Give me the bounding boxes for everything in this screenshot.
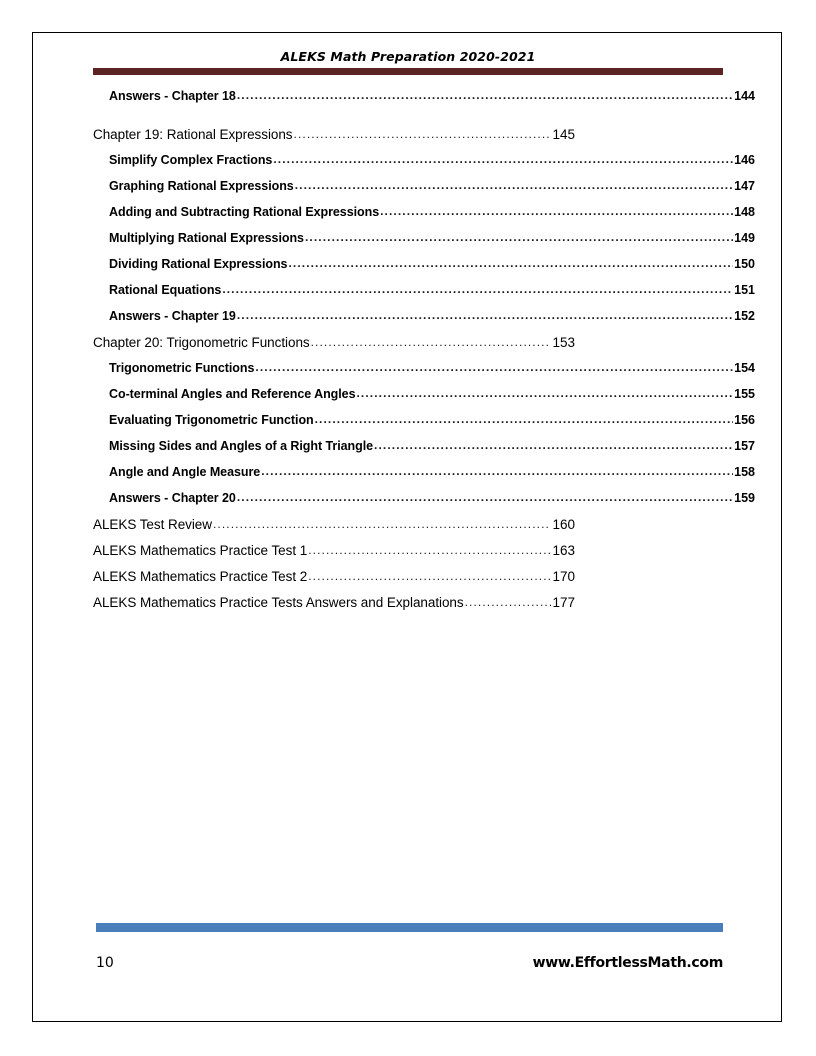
toc-dot-leader xyxy=(255,361,733,374)
toc-entry-page-number: 160 xyxy=(552,517,575,532)
toc-entry-title: Answers - Chapter 18 xyxy=(109,89,236,103)
toc-dot-leader xyxy=(294,127,552,141)
toc-entry-title: ALEKS Mathematics Practice Test 2 xyxy=(93,569,308,584)
toc-entry[interactable] xyxy=(33,309,781,335)
toc-dot-leader xyxy=(311,335,552,349)
toc-entry-title: Missing Sides and Angles of a Right Triangle xyxy=(109,439,374,453)
toc-entry[interactable] xyxy=(33,569,781,595)
toc-entry[interactable] xyxy=(33,89,781,115)
running-header xyxy=(93,49,723,64)
toc-dot-leader xyxy=(261,465,733,478)
toc-dot-leader xyxy=(308,569,551,583)
toc-entry-title: Chapter 19: Rational Expressions xyxy=(93,127,293,142)
toc-entry-title: Multiplying Rational Expressions xyxy=(109,231,304,245)
toc-entry-title: Angle and Angle Measure xyxy=(109,465,261,479)
toc-entry[interactable] xyxy=(33,517,781,543)
toc-entry-title: Simplify Complex Fractions xyxy=(109,153,273,167)
toc-entry-title: Chapter 20: Trigonometric Functions xyxy=(93,335,310,350)
toc-dot-leader xyxy=(213,517,552,531)
toc-entry[interactable] xyxy=(33,439,781,465)
toc-entry-title: Rational Equations xyxy=(109,283,222,297)
toc-entry-page-number: 149 xyxy=(734,231,755,245)
toc-entry-title: Trigonometric Functions xyxy=(109,361,255,375)
toc-entry-page-number: 145 xyxy=(552,127,575,142)
toc-dot-leader xyxy=(237,89,733,102)
toc-entry-page-number: 154 xyxy=(734,361,755,375)
toc-entry-page-number: 152 xyxy=(734,309,755,323)
page-sheet xyxy=(32,32,782,1022)
toc-group-spacer xyxy=(33,115,781,127)
toc-dot-leader xyxy=(465,595,552,609)
toc-dot-leader xyxy=(222,283,733,296)
toc-dot-leader xyxy=(288,257,733,270)
page-footer xyxy=(96,955,723,971)
toc-entry[interactable] xyxy=(33,127,781,153)
toc-entry[interactable] xyxy=(33,595,781,621)
toc-entry-page-number: 151 xyxy=(734,283,755,297)
toc-dot-leader xyxy=(295,179,733,192)
toc-entry[interactable] xyxy=(33,387,781,413)
toc-entry[interactable] xyxy=(33,413,781,439)
toc-entry-page-number: 148 xyxy=(734,205,755,219)
toc-entry-title: Answers - Chapter 20 xyxy=(109,491,236,505)
toc-entry-page-number: 156 xyxy=(734,413,755,427)
toc-entry-page-number: 163 xyxy=(552,543,575,558)
page-content-area xyxy=(33,33,781,1021)
toc-dot-leader xyxy=(308,543,551,557)
footer-rule xyxy=(96,923,723,932)
toc-entry-title: Answers - Chapter 19 xyxy=(109,309,236,323)
toc-entry-title: ALEKS Mathematics Practice Test 1 xyxy=(93,543,308,558)
toc-entry-page-number: 177 xyxy=(552,595,575,610)
toc-entry-title: ALEKS Mathematics Practice Tests Answers and Explanations xyxy=(93,595,464,610)
page-title: ALEKS Math Preparation 2020-2021 xyxy=(280,49,536,64)
toc-entry-page-number: 155 xyxy=(734,387,755,401)
toc-entry-title: Graphing Rational Expressions xyxy=(109,179,294,193)
toc-entry[interactable] xyxy=(33,257,781,283)
toc-dot-leader xyxy=(273,153,733,166)
toc-dot-leader xyxy=(237,491,733,504)
toc-entry-page-number: 159 xyxy=(734,491,755,505)
header-rule xyxy=(93,68,723,75)
toc-entry[interactable] xyxy=(33,335,781,361)
toc-entry[interactable] xyxy=(33,179,781,205)
toc-entry[interactable] xyxy=(33,231,781,257)
toc-entry-page-number: 147 xyxy=(734,179,755,193)
table-of-contents xyxy=(33,89,781,621)
footer-website: www.EffortlessMath.com xyxy=(532,955,723,971)
toc-entry-page-number: 144 xyxy=(734,89,755,103)
toc-entry[interactable] xyxy=(33,153,781,179)
toc-entry-page-number: 170 xyxy=(552,569,575,584)
toc-entry[interactable] xyxy=(33,283,781,309)
toc-entry-page-number: 146 xyxy=(734,153,755,167)
toc-entry[interactable] xyxy=(33,491,781,517)
toc-dot-leader xyxy=(380,205,733,218)
toc-entry-page-number: 158 xyxy=(734,465,755,479)
toc-dot-leader xyxy=(237,309,733,322)
toc-entry-title: Adding and Subtracting Rational Expressions xyxy=(109,205,380,219)
footer-page-number: 10 xyxy=(96,955,114,971)
toc-dot-leader xyxy=(357,387,734,400)
toc-entry-title: Dividing Rational Expressions xyxy=(109,257,288,271)
toc-entry-page-number: 157 xyxy=(734,439,755,453)
toc-dot-leader xyxy=(305,231,733,244)
toc-dot-leader xyxy=(315,413,734,426)
toc-entry-page-number: 153 xyxy=(552,335,575,350)
toc-entry[interactable] xyxy=(33,361,781,387)
toc-entry[interactable] xyxy=(33,205,781,231)
toc-entry-title: Co-terminal Angles and Reference Angles xyxy=(109,387,356,401)
toc-entry[interactable] xyxy=(33,543,781,569)
toc-entry-title: Evaluating Trigonometric Function xyxy=(109,413,314,427)
toc-dot-leader xyxy=(374,439,733,452)
toc-entry-title: ALEKS Test Review xyxy=(93,517,212,532)
toc-entry-page-number: 150 xyxy=(734,257,755,271)
toc-entry[interactable] xyxy=(33,465,781,491)
